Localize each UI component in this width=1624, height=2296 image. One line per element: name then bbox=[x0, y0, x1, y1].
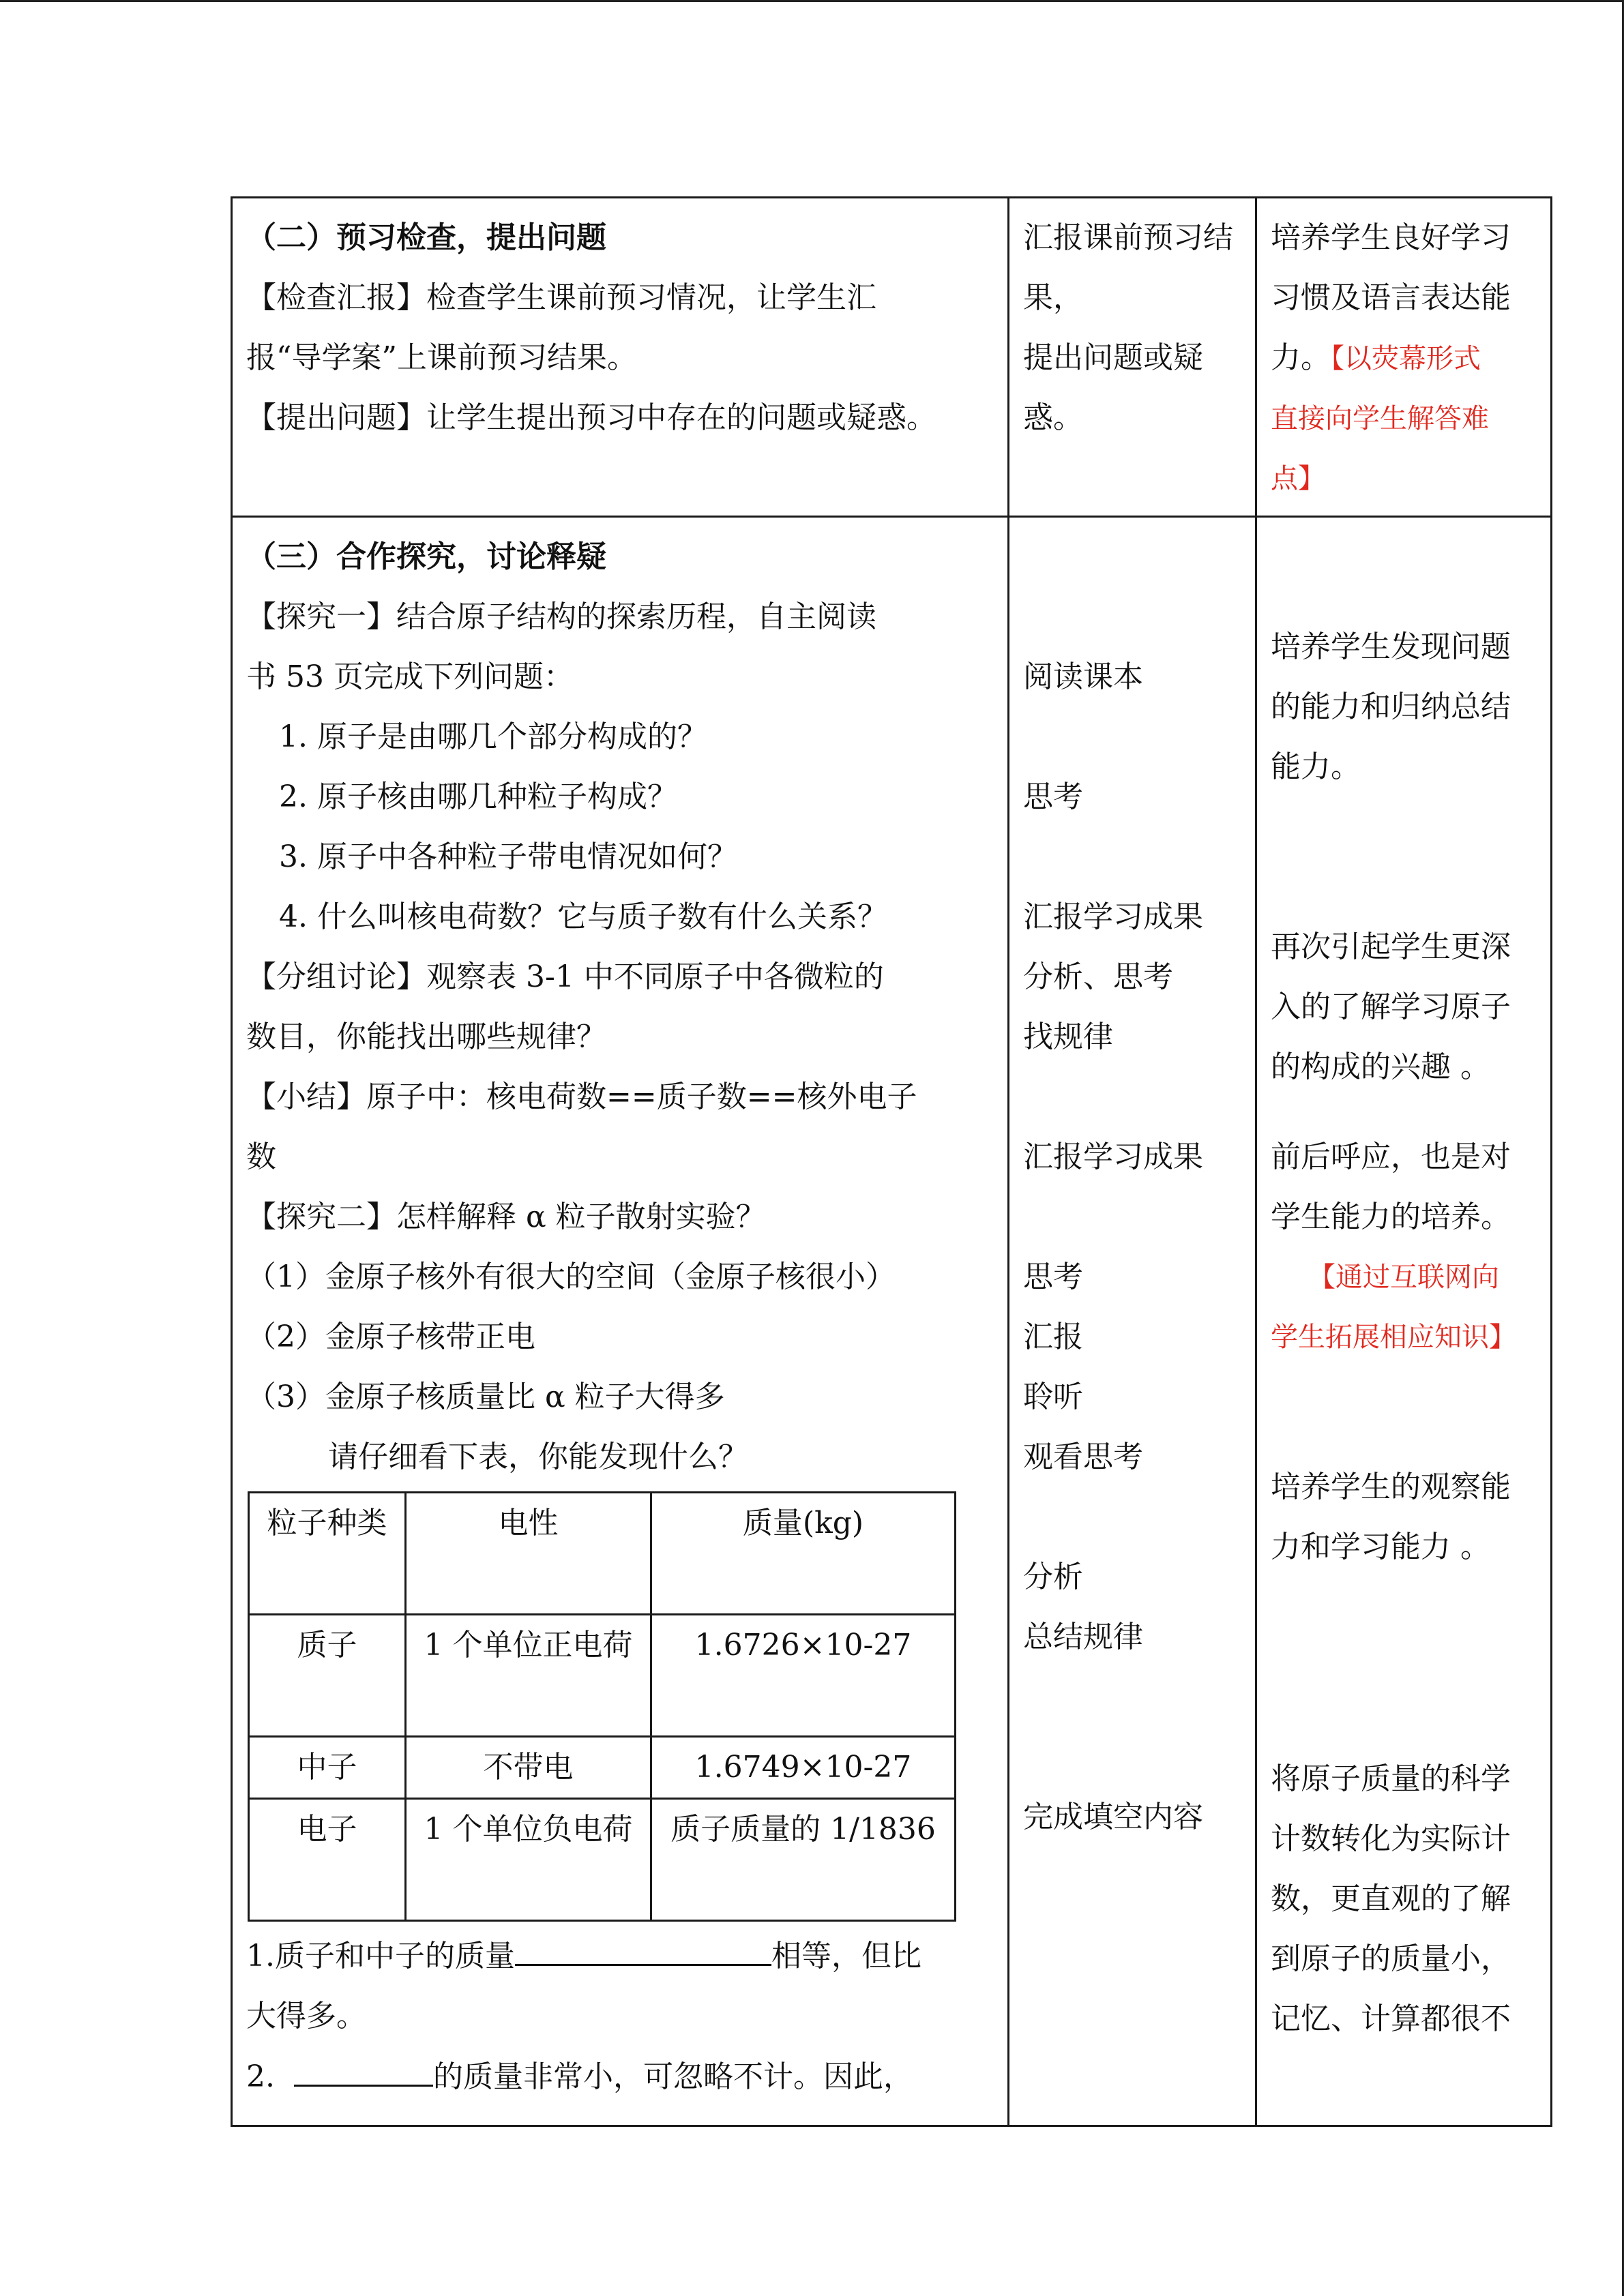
particle-name-cell: 电子 bbox=[249, 1799, 406, 1921]
intent-line: 到原子的质量小， bbox=[1271, 1941, 1511, 1976]
table-row bbox=[249, 1615, 956, 1737]
section2-content-cell bbox=[232, 198, 1009, 517]
section3-intent-cell bbox=[1256, 517, 1552, 2126]
section3-row bbox=[232, 517, 1552, 2126]
intent-line: 习惯及语言表达能 bbox=[1271, 280, 1511, 315]
student-activity-line: 惑。 bbox=[1023, 400, 1083, 435]
particle-mass-cell: 1.6749×10-27 bbox=[651, 1737, 956, 1799]
question-item: 4. 什么叫核电荷数？它与质子数有什么关系？ bbox=[279, 899, 887, 934]
particle-mass-cell: 1.6726×10-27 bbox=[651, 1615, 956, 1737]
red-note-line: 直接向学生解答难 bbox=[1271, 403, 1489, 434]
red-note-line: 点】 bbox=[1271, 463, 1325, 494]
intent-line: 的构成的兴趣 。 bbox=[1271, 1049, 1490, 1084]
particle-charge-cell: 1 个单位正电荷 bbox=[406, 1615, 651, 1737]
student-activity-line: 聆听 bbox=[1023, 1380, 1083, 1414]
intent-line: 将原子质量的科学 bbox=[1271, 1761, 1511, 1796]
red-note-line: 学生拓展相应知识】 bbox=[1271, 1322, 1516, 1353]
student-activity-line: 分析、思考 bbox=[1023, 959, 1173, 994]
particle-charge-cell: 1 个单位负电荷 bbox=[406, 1799, 651, 1921]
intent-line: 数，更直观的了解 bbox=[1271, 1881, 1511, 1916]
section2-intent-cell bbox=[1256, 198, 1552, 517]
intent-line: 再次引起学生更深 bbox=[1271, 929, 1511, 964]
group-discussion-line2: 数目，你能找出哪些规律？ bbox=[246, 1019, 606, 1054]
look-prompt: 请仔细看下表，你能发现什么？ bbox=[328, 1440, 748, 1474]
student-activity-line: 阅读课本 bbox=[1023, 659, 1143, 694]
intent-line: 培养学生发现问题 bbox=[1271, 629, 1511, 664]
student-activity-line: 思考 bbox=[1023, 779, 1083, 814]
explanation-item: （3）金原子核质量比 α 粒子大得多 bbox=[246, 1380, 725, 1414]
question-item: 2. 原子核由哪几种粒子构成？ bbox=[279, 779, 677, 814]
student-activity-line: 完成填空内容 bbox=[1023, 1800, 1203, 1834]
particle-table-header bbox=[249, 1493, 956, 1615]
red-note-line: 【通过互联网向 bbox=[1308, 1262, 1499, 1293]
student-activity-line: 总结规律 bbox=[1023, 1620, 1143, 1654]
explanation-item: （1）金原子核外有很大的空间（金原子核很小） bbox=[246, 1259, 896, 1294]
section3-heading: （三）合作探究，讨论释疑 bbox=[246, 539, 606, 574]
intent-line: 前后呼应，也是对 bbox=[1271, 1139, 1511, 1174]
fill-blank-1 bbox=[246, 1926, 994, 1986]
section2-row bbox=[232, 198, 1552, 517]
blank-line[interactable] bbox=[515, 1926, 771, 1966]
section3-student-cell bbox=[1009, 517, 1256, 2126]
fill2-suffix: 的质量非常小，可忽略不计。因此， bbox=[432, 2059, 913, 2094]
intent-line: 记忆、计算都很不 bbox=[1271, 2001, 1511, 2036]
student-activity-line: 找规律 bbox=[1023, 1019, 1113, 1054]
section3-content-cell bbox=[232, 517, 1009, 2126]
blank-line[interactable] bbox=[294, 2046, 433, 2087]
student-activity-line: 果， bbox=[1023, 280, 1083, 315]
intent-line bbox=[1271, 328, 1537, 389]
red-note: 【以荧幕形式 bbox=[1331, 343, 1481, 374]
particle-charge-cell: 不带电 bbox=[406, 1737, 651, 1799]
student-activity-line: 汇报学习成果 bbox=[1023, 899, 1203, 934]
group-discussion-line1: 【分组讨论】观察表 3-1 中不同原子中各微粒的 bbox=[246, 959, 884, 994]
intent-line: 能力。 bbox=[1271, 749, 1361, 784]
intent-line: 入的了解学习原子 bbox=[1271, 989, 1511, 1024]
intent-line: 学生能力的培养。 bbox=[1271, 1199, 1511, 1234]
intent-line: 的能力和归纳总结 bbox=[1271, 689, 1511, 724]
question-item: 3. 原子中各种粒子带电情况如何？ bbox=[279, 839, 737, 874]
particle-name-cell: 质子 bbox=[249, 1615, 406, 1737]
page-top-border bbox=[0, 0, 1624, 2]
fill-blank-2 bbox=[246, 2046, 994, 2107]
student-activity-line: 汇报 bbox=[1023, 1320, 1083, 1354]
section2-student-cell bbox=[1009, 198, 1256, 517]
table-row bbox=[249, 1799, 956, 1921]
summary-line2: 数 bbox=[246, 1139, 276, 1174]
fill2-prefix: 2. bbox=[246, 2059, 275, 2094]
ask-question-line: 【提出问题】让学生提出预习中存在的问题或疑惑。 bbox=[246, 400, 936, 435]
intent-line: 培养学生的观察能 bbox=[1271, 1470, 1511, 1504]
fill1-suffix: 相等，但比 bbox=[771, 1939, 921, 1973]
header-mass: 质量(kg) bbox=[651, 1493, 956, 1615]
section2-heading: （二）预习检查，提出问题 bbox=[246, 220, 606, 255]
intent-line: 培养学生良好学习 bbox=[1271, 220, 1511, 255]
student-activity-line: 汇报学习成果 bbox=[1023, 1139, 1203, 1174]
particle-name-cell: 中子 bbox=[249, 1737, 406, 1799]
student-activity-line: 汇报课前预习结 bbox=[1023, 220, 1233, 255]
lesson-plan-table bbox=[231, 196, 1552, 2127]
explore2-line: 【探究二】怎样解释 α 粒子散射实验？ bbox=[246, 1199, 766, 1234]
intent-text: 力。 bbox=[1271, 340, 1331, 375]
fill1-line2: 大得多。 bbox=[246, 1999, 366, 2033]
check-report-line1: 【检查汇报】检查学生课前预习情况，让学生汇 bbox=[246, 280, 876, 315]
explore1-line1: 【探究一】结合原子结构的探索历程，自主阅读 bbox=[246, 599, 876, 634]
fill1-prefix: 1.质子和中子的质量 bbox=[246, 1939, 515, 1973]
student-activity-line: 提出问题或疑 bbox=[1023, 340, 1203, 375]
student-activity-line: 观看思考 bbox=[1023, 1440, 1143, 1474]
intent-line: 力和学习能力 。 bbox=[1271, 1530, 1490, 1564]
summary-line1: 【小结】原子中：核电荷数==质子数==核外电子 bbox=[246, 1079, 917, 1114]
particle-mass-cell: 质子质量的 1/1836 bbox=[651, 1799, 956, 1921]
student-activity-line: 分析 bbox=[1023, 1560, 1083, 1594]
explanation-item: （2）金原子核带正电 bbox=[246, 1320, 535, 1354]
header-particle-type: 粒子种类 bbox=[249, 1493, 406, 1615]
particle-table bbox=[248, 1491, 956, 1922]
check-report-line2: 报“导学案”上课前预习结果。 bbox=[246, 340, 637, 375]
intent-line: 计数转化为实际计 bbox=[1271, 1821, 1511, 1856]
table-row bbox=[249, 1737, 956, 1799]
explore1-line2: 书 53 页完成下列问题： bbox=[246, 659, 574, 694]
question-item: 1. 原子是由哪几个部分构成的？ bbox=[279, 719, 707, 754]
header-charge: 电性 bbox=[406, 1493, 651, 1615]
student-activity-line: 思考 bbox=[1023, 1259, 1083, 1294]
